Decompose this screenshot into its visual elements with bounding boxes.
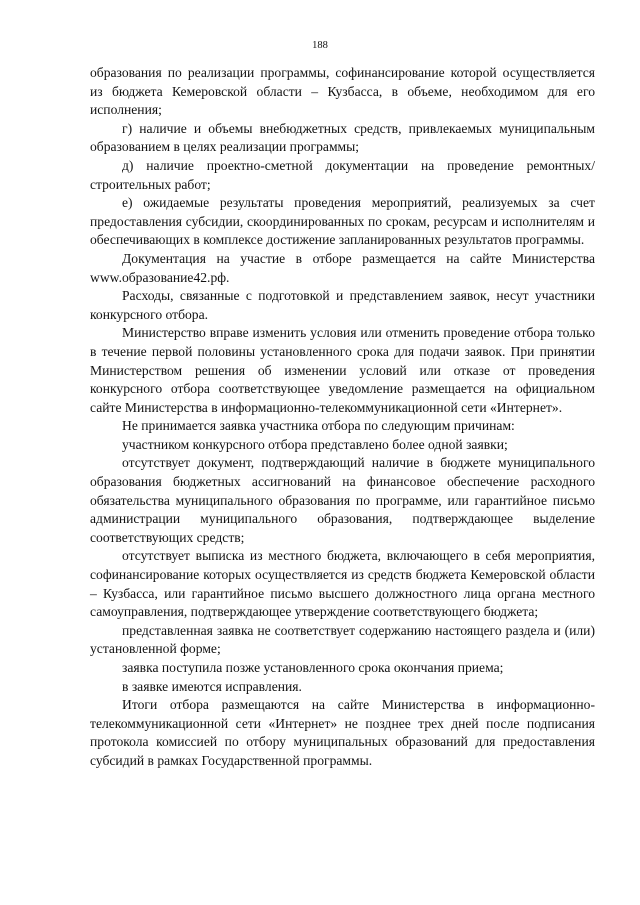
- paragraph: заявка поступила позже установленного срока окончания приема;: [122, 660, 504, 675]
- paragraph: г) наличие и объемы внебюджетных средств, привлекаемых муниципальным образованием в целях реализации программы;: [90, 120, 595, 155]
- paragraph: е) ожидаемые результаты проведения мероприятий, реализуемых за счет предоставления субсидии, скоординированных по срокам, ресурсам и исполнителям и обеспечивающих в комплексе достижение запланированных результатов программы.: [90, 195, 595, 248]
- paragraph: отсутствует выписка из местного бюджета, включающего в себя мероприятия, софинансирование которых осуществляется из средств бюджета Кемеровской области – Кузбасса, или гарантийное письмо высшего должностного лица органа местного самоуправления, подтверждающее утверждение соответствующего бюджета;: [90, 548, 595, 620]
- paragraph: Итоги отбора размещаются на сайте Министерства в информационно-телекоммуникационной сети «Интернет» не позднее трех дней после подписания протокола комиссией по отбору муниципальных образований для предоставления субсидий в рамках Государственной программы.: [90, 697, 595, 768]
- page-number: 188: [312, 40, 328, 51]
- paragraph: участником конкурсного отбора представлено более одной заявки;: [122, 436, 508, 452]
- paragraph: Расходы, связанные с подготовкой и представлением заявок, несут участники конкурсного отбора.: [90, 288, 595, 322]
- document-body: [90, 64, 595, 771]
- paragraph: д) наличие проектно-сметной документации на проведение ремонтных/строительных работ;: [90, 157, 595, 192]
- paragraph: Министерство вправе изменить условия или отменить проведение отбора только в течение первой половины установленного срока для подачи заявок. При принятии Министерством решения об изменении условий или отказе от проведения конкурсного отбора соответствующее уведомление размещается на официальном сайте Министерства в информационно-телекоммуникационной сети «Интернет».: [90, 325, 595, 415]
- paragraph: представленная заявка не соответствует содержанию настоящего раздела и (или) установленной форме;: [90, 622, 595, 657]
- paragraph: в заявке имеются исправления.: [122, 678, 302, 694]
- paragraph: Не принимается заявка участника отбора по следующим причинам:: [122, 418, 515, 434]
- paragraph: образования по реализации программы, софинансирование которой осуществляется из бюджета Кемеровской области – Кузбасса, в объеме, необходимом для его исполнения;: [90, 65, 595, 118]
- paragraph: Документация на участие в отборе размещается на сайте Министерства www.образование42.рф.: [90, 250, 595, 285]
- paragraph: отсутствует документ, подтверждающий наличие в бюджете муниципального образования бюджетных ассигнований на финансовое обеспечение расходного обязательства муниципального образования по программе, или гарантийное письмо администрации муниципального образования, подтверждающее выделение соответствующих средств;: [90, 455, 595, 545]
